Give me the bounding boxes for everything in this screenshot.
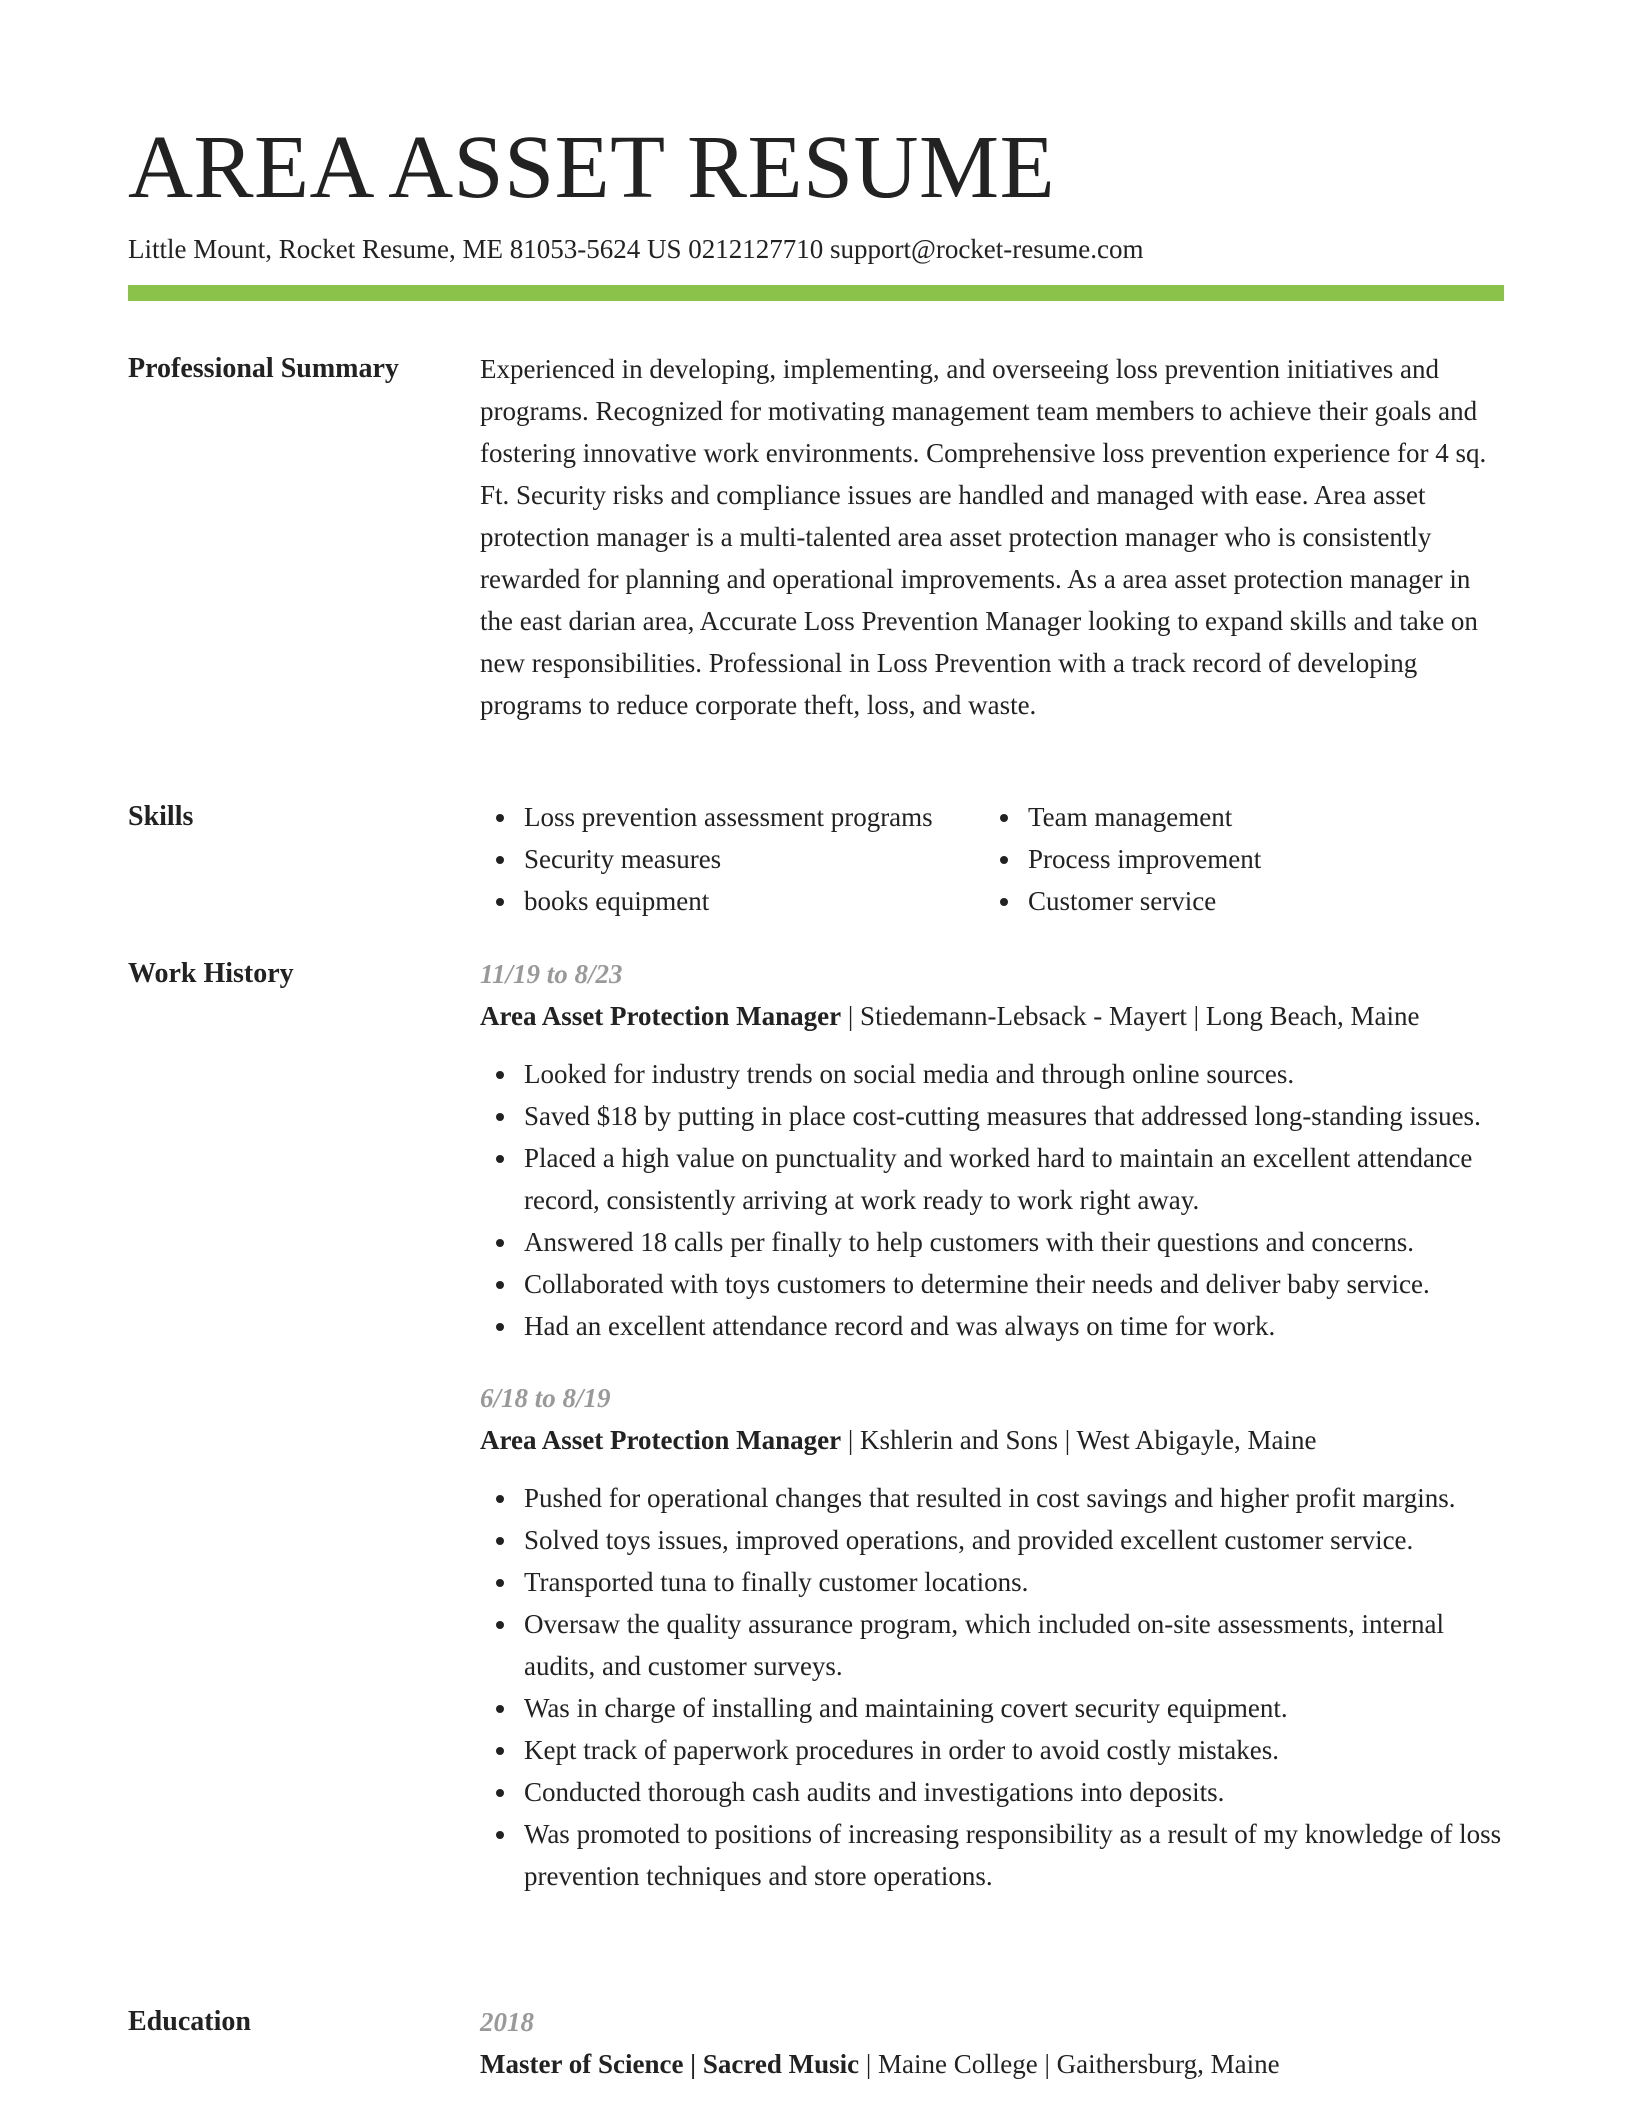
job-bullet: Collaborated with toys customers to determine their needs and deliver baby service. [480,1263,1504,1305]
job-bullet: Conducted thorough cash audits and investigations into deposits. [480,1771,1504,1813]
education-body [480,2001,1504,2085]
skill-item: Process improvement [984,838,1484,880]
summary-heading: Professional Summary [128,353,399,384]
job-entry [480,1377,1504,1897]
education-line [480,2043,1504,2085]
job-bullet: Had an excellent attendance record and was always on time for work. [480,1305,1504,1347]
skill-item: Customer service [984,880,1484,922]
job-date: 6/18 to 8/19 [480,1383,611,1413]
work-history-heading: Work History [128,958,294,989]
skills-heading: Skills [128,801,194,832]
skill-item: Loss prevention assessment programs [480,796,984,838]
job-bullets [480,1053,1504,1347]
header-divider [128,285,1504,301]
contact-info: Little Mount, Rocket Resume, ME 81053-5624 US 0212127710 support@rocket-resume.com [128,234,1144,264]
job-bullet: Pushed for operational changes that resulted in cost savings and higher profit margins. [480,1477,1504,1519]
job-title: Area Asset Protection Manager [480,1001,842,1031]
job-bullet: Answered 18 calls per finally to help customers with their questions and concerns. [480,1221,1504,1263]
job-title: Area Asset Protection Manager [480,1425,842,1455]
job-bullet: Saved $18 by putting in place cost-cutting measures that addressed long-standing issues. [480,1095,1504,1137]
education-heading: Education [128,2006,251,2037]
skill-item: Team management [984,796,1484,838]
job-title-line [480,995,1504,1037]
job-bullet: Solved toys issues, improved operations, and provided excellent customer service. [480,1519,1504,1561]
job-bullets [480,1477,1504,1897]
resume-name: AREA ASSET RESUME [128,118,1056,217]
education-degree: Master of Science | Sacred Music [480,2049,860,2079]
job-entry [480,953,1504,1347]
job-bullet: Placed a high value on punctuality and worked hard to maintain an excellent attendance record, consistently arriving at work ready to work right away. [480,1137,1504,1221]
summary-text: Experienced in developing, implementing, and overseeing loss prevention initiatives and programs. Recognized for motivating management team members to achieve their goals and fostering innovative work environments. Comprehensive loss prevention experience for 4 sq. Ft. Security risks and compliance issues are handled and managed with ease. Area asset protection manager is a multi-talented area asset protection manager who is consistently rewarded for planning and operational improvements. As a area asset protection manager in the east darian area, Accurate Loss Prevention Manager looking to expand skills and take on new responsibilities. Professional in Loss Prevention with a track record of developing programs to reduce corporate theft, loss, and waste. [480,354,1487,720]
job-details: | Stiedemann-Lebsack - Mayert | Long Beach, Maine [841,1001,1420,1031]
job-bullet: Oversaw the quality assurance program, which included on-site assessments, internal audits, and customer surveys. [480,1603,1504,1687]
job-bullet: Transported tuna to finally customer locations. [480,1561,1504,1603]
job-bullet: Kept track of paperwork procedures in order to avoid costly mistakes. [480,1729,1504,1771]
skill-item: books equipment [480,880,984,922]
summary-body [480,348,1504,726]
job-details: | Kshlerin and Sons | West Abigayle, Maine [841,1425,1317,1455]
job-date: 11/19 to 8/23 [480,959,623,989]
education-date: 2018 [480,2007,534,2037]
skills-column-right [984,796,1484,922]
job-bullet: Was promoted to positions of increasing responsibility as a result of my knowledge of loss prevention techniques and store operations. [480,1813,1504,1897]
job-bullet: Looked for industry trends on social media and through online sources. [480,1053,1504,1095]
education-details: | Maine College | Gaithersburg, Maine [859,2049,1280,2079]
skill-item: Security measures [480,838,984,880]
job-bullet: Was in charge of installing and maintaining covert security equipment. [480,1687,1504,1729]
job-title-line [480,1419,1504,1461]
work-history-body [480,953,1504,1897]
skills-column-left [480,796,984,922]
skills-body [480,796,1504,922]
